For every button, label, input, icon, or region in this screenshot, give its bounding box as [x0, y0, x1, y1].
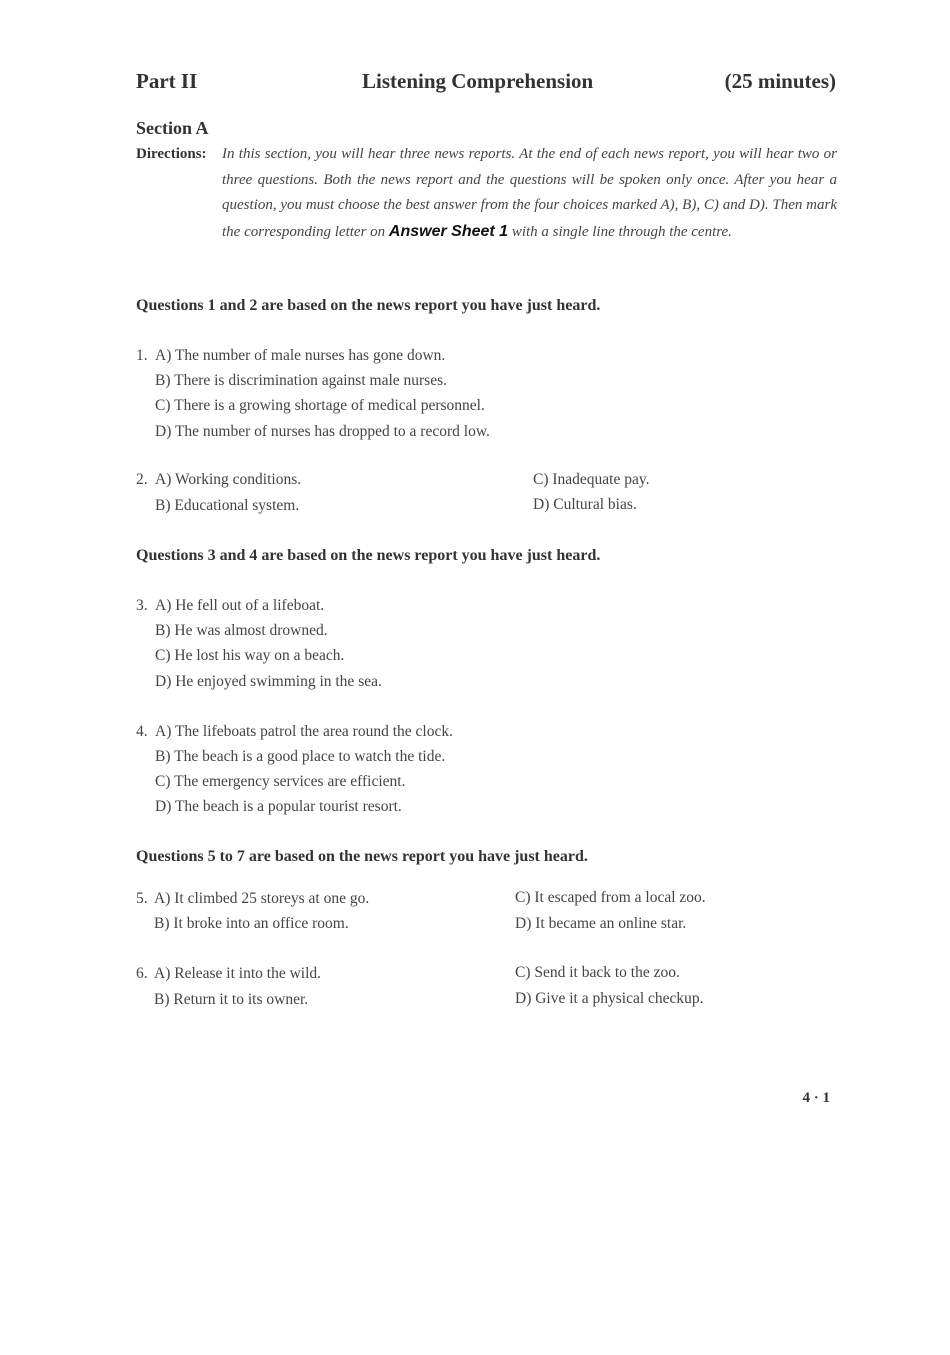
option-a: A) He fell out of a lifeboat. — [155, 597, 325, 614]
option-d: D) The number of nurses has dropped to a record low. — [155, 423, 490, 440]
directions-text — [222, 142, 837, 245]
option-c: C) There is a growing shortage of medical personnel. — [155, 397, 485, 414]
option-d: D) Give it a physical checkup. — [515, 990, 704, 1007]
option-d: D) He enjoyed swimming in the sea. — [155, 673, 382, 690]
part-title: Listening Comprehension — [362, 69, 594, 93]
option-c: C) He lost his way on a beach. — [155, 647, 345, 664]
option-d: D) The beach is a popular tourist resort. — [155, 798, 402, 815]
option-a: A) It climbed 25 storeys at one go. — [154, 890, 370, 907]
question-group-heading: Questions 5 to 7 are based on the news report you have just heard. — [136, 848, 588, 865]
option-b: B) It broke into an office room. — [154, 915, 349, 932]
time-limit: (25 minutes) — [724, 69, 836, 93]
option-b: B) Educational system. — [155, 497, 300, 514]
question-number: 4. — [136, 723, 148, 740]
option-d: D) Cultural bias. — [533, 496, 637, 513]
part-label: Part II — [136, 69, 198, 93]
question-group-heading: Questions 1 and 2 are based on the news report you have just heard. — [136, 297, 601, 314]
option-a: A) The lifeboats patrol the area round the clock. — [155, 723, 453, 740]
option-c: C) Send it back to the zoo. — [515, 964, 680, 981]
question-number: 2. — [136, 471, 148, 488]
directions-label: Directions: — [136, 146, 207, 162]
question-number: 5. — [136, 890, 148, 907]
answer-sheet-label: Answer Sheet 1 — [388, 222, 509, 240]
question-group-heading: Questions 3 and 4 are based on the news report you have just heard. — [136, 547, 601, 564]
option-c: C) Inadequate pay. — [533, 471, 650, 488]
option-a: A) Release it into the wild. — [154, 965, 322, 982]
option-b: B) Return it to its owner. — [154, 991, 309, 1008]
option-b: B) There is discrimination against male nurses. — [155, 372, 447, 389]
directions-text-part-2: with a single line through the centre. — [508, 223, 732, 240]
page-number: 4 · 1 — [802, 1090, 830, 1106]
option-c: C) It escaped from a local zoo. — [515, 889, 706, 906]
section-title: Section A — [136, 118, 209, 138]
option-a: A) Working conditions. — [155, 471, 302, 488]
question-number: 1. — [136, 347, 148, 364]
option-a: A) The number of male nurses has gone down. — [155, 347, 446, 364]
option-b: B) The beach is a good place to watch the tide. — [155, 748, 446, 765]
question-number: 6. — [136, 965, 148, 982]
option-b: B) He was almost drowned. — [155, 622, 328, 639]
option-d: D) It became an online star. — [515, 915, 687, 932]
directions-text-part-1: In this section, you will hear three news reports. At the end of each news report, you will hear two or three questions. Both the news report and the questions will be spoken only once. After you hear a question, you must choose the best answer from the four choices marked A), B), C) and D). Then mark the corresponding letter on — [222, 146, 837, 240]
option-c: C) The emergency services are efficient. — [155, 773, 406, 790]
question-number: 3. — [136, 597, 148, 614]
